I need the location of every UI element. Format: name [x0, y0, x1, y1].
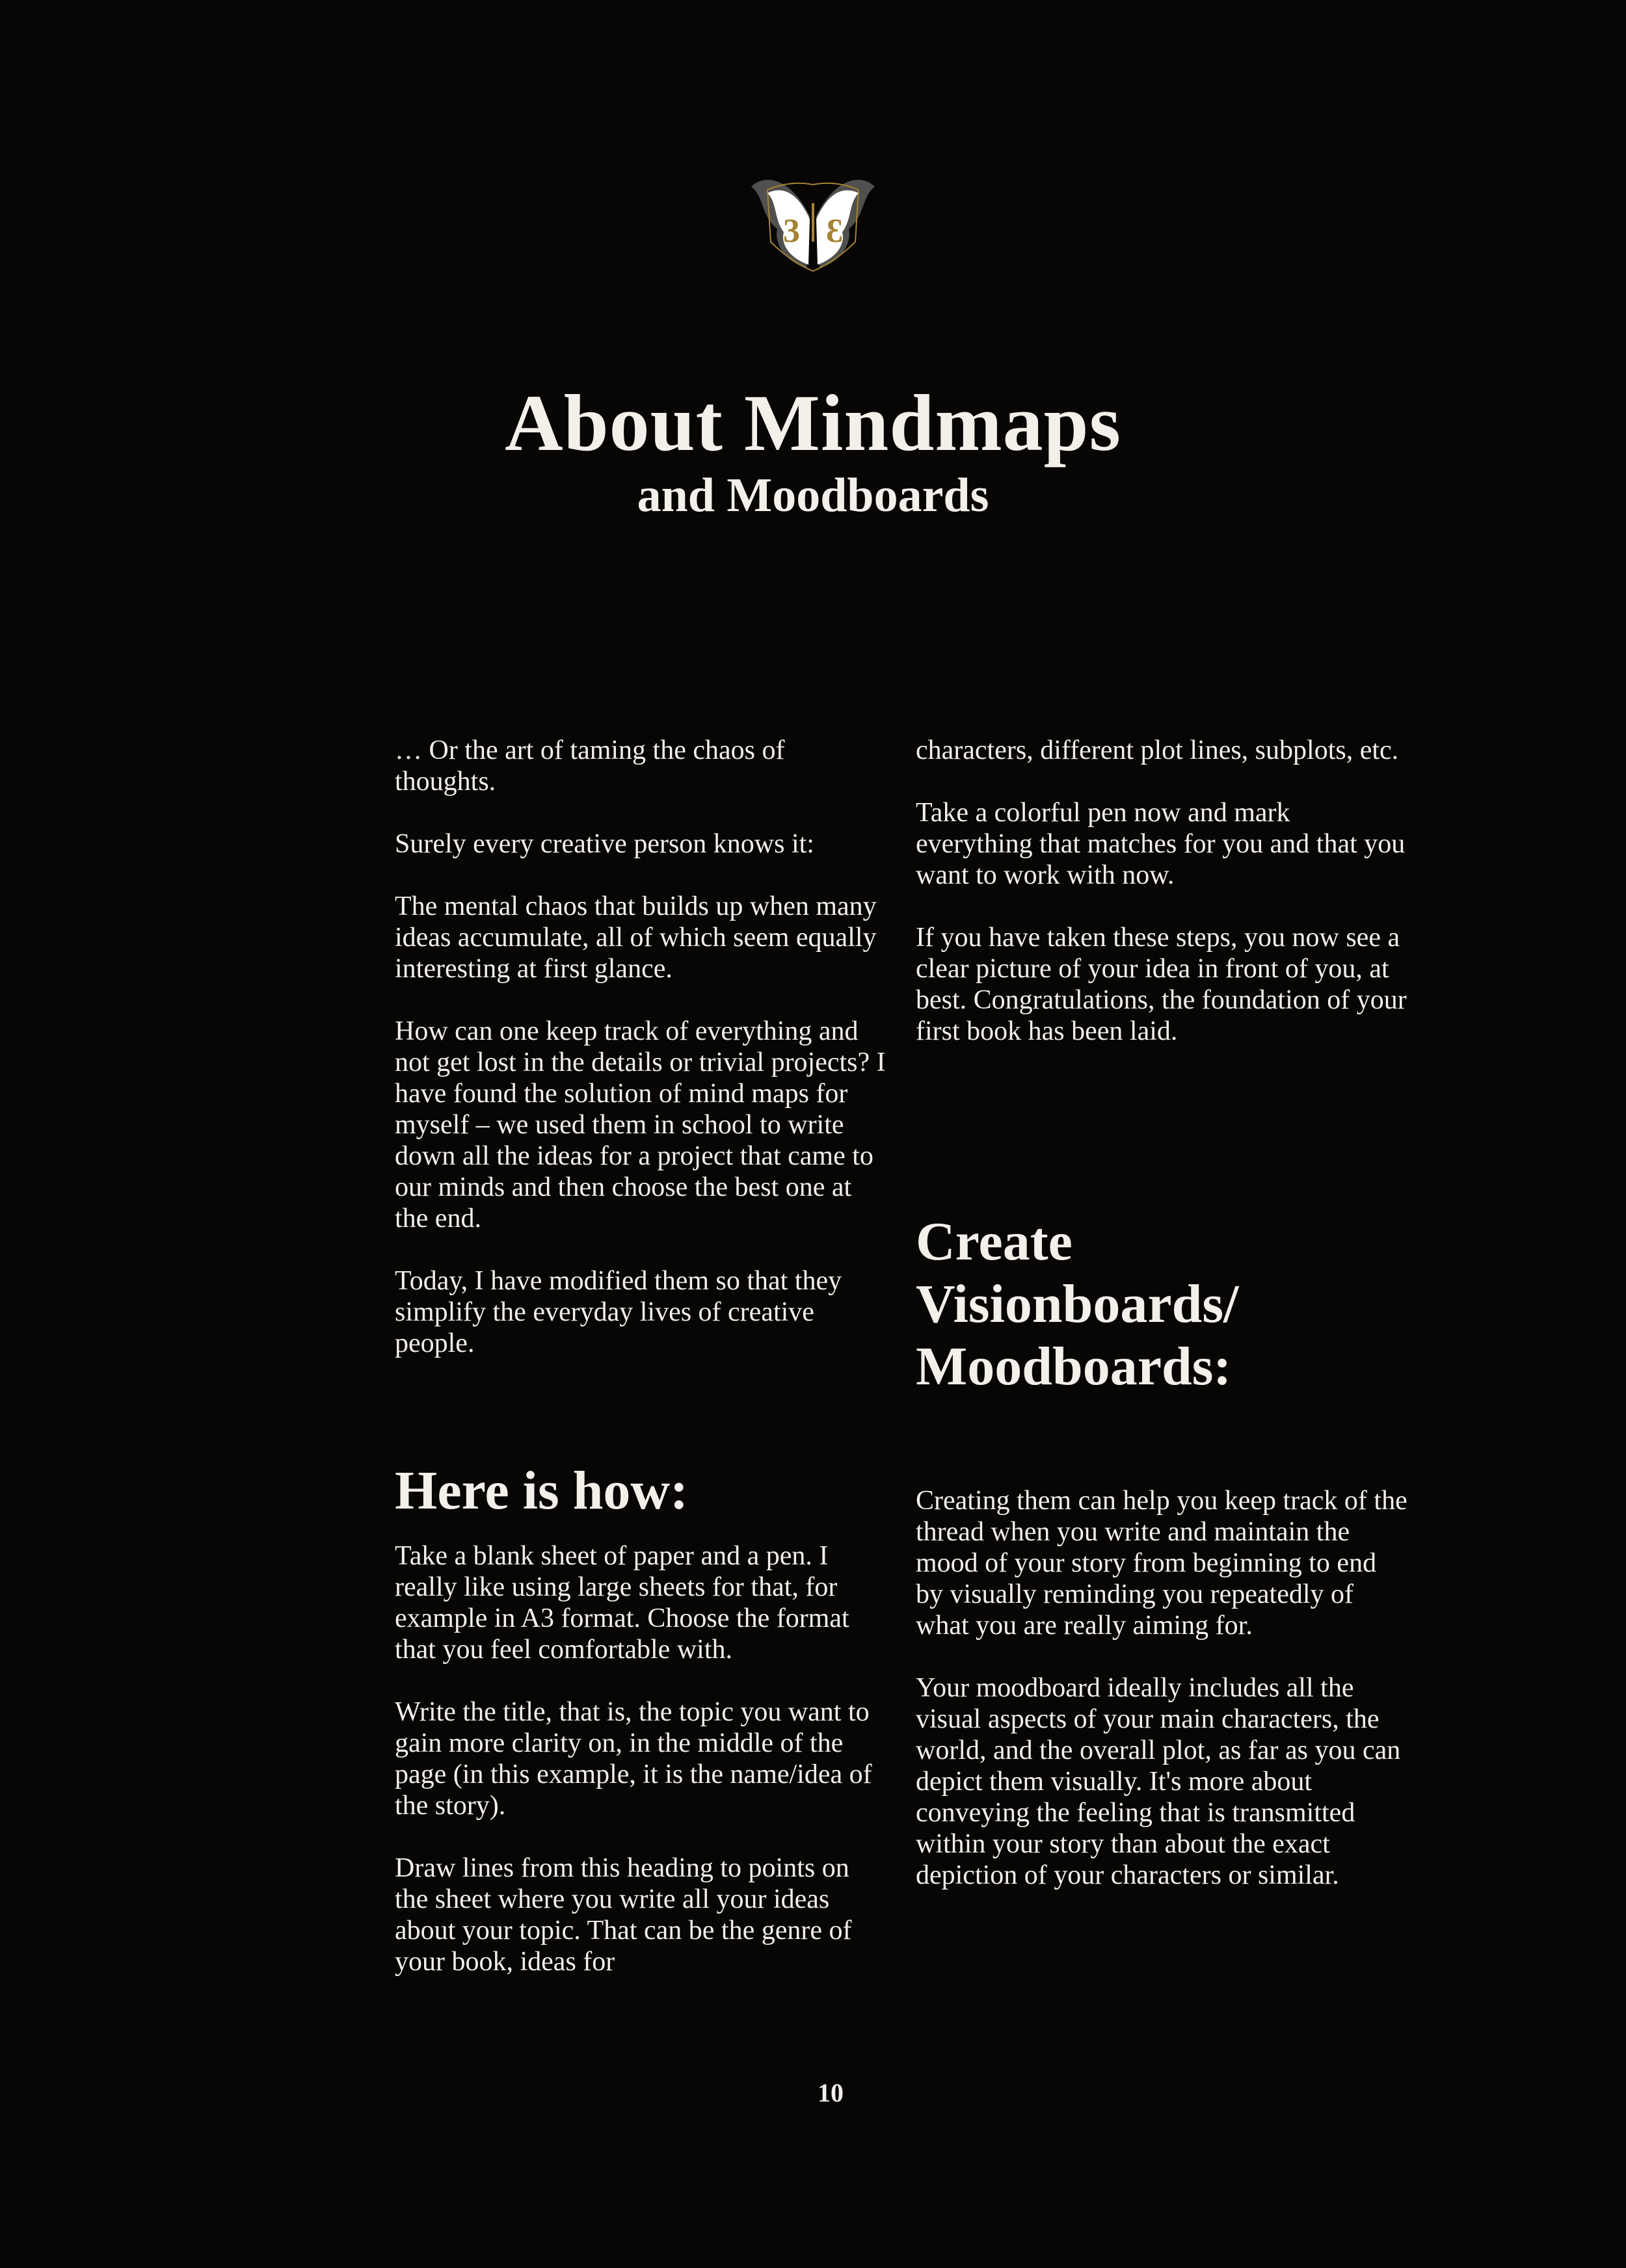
page-subtitle: and Moodboards: [637, 469, 989, 522]
paragraph: Your moodboard ideally includes all the visual aspects of your main characters, the world, and the overall plot, as far as you can depict them visually. It's more about conveying the feeling that is transmitted within your story than about the exact depiction of your characters or similar.: [916, 1673, 1401, 1890]
svg-text:3: 3: [826, 213, 843, 250]
svg-text:3: 3: [783, 213, 800, 250]
right-column-top: [916, 735, 1410, 1078]
page-title: About Mindmaps: [505, 378, 1121, 468]
butterfly-logo-icon: [745, 170, 881, 274]
paragraph: … Or the art of taming the chaos of thoughts.: [395, 735, 785, 797]
paragraph: Write the title, that is, the topic you want to gain more clarity on, in the middle of the page (in this example, it is the name/idea of the story).: [395, 1697, 872, 1821]
paragraph: How can one keep track of everything and not get lost in the details or trivial projects? I have found the solution of mind maps for myself – we used them in school to write down all the ideas for a project that came to our minds and then choose the best one at the end.: [395, 1016, 886, 1233]
left-column-how: [395, 1460, 889, 2009]
page-number: 10: [818, 2078, 844, 2107]
paragraph: Creating them can help you keep track of the thread when you write and maintain the mood of your story from beginning to end by visually reminding you repeatedly of what you are really aiming for.: [916, 1486, 1407, 1641]
paragraph: If you have taken these steps, you now see a clear picture of your idea in front of you, at best. Congratulations, the foundation of your first book has been laid.: [916, 923, 1407, 1046]
paragraph: The mental chaos that builds up when many ideas accumulate, all of which seem equally interesting at first glance.: [395, 891, 877, 984]
paragraph: characters, different plot lines, subplots, etc.: [916, 735, 1399, 765]
section-heading-visionboards: Create Visionboards/ Moodboards:: [916, 1211, 1239, 1397]
paragraph: Surely every creative person knows it:: [395, 829, 814, 859]
left-column-intro: [395, 735, 889, 1390]
right-column-heading: [916, 1211, 1332, 1398]
paragraph: Take a blank sheet of paper and a pen. I really like using large sheets for that, for example in A3 format. Choose the format that you feel comfortable with.: [395, 1541, 849, 1665]
section-heading-here-is-how: Here is how:: [395, 1460, 689, 1521]
paragraph: Today, I have modified them so that they simplify the everyday lives of creative people.: [395, 1266, 842, 1358]
right-column-moodboards: [916, 1485, 1410, 1922]
paragraph: Take a colorful pen now and mark everything that matches for you and that you want to work with now.: [916, 798, 1406, 890]
paragraph: Draw lines from this heading to points on the sheet where you write all your ideas about your topic. That can be the genre of your book, ideas for: [395, 1853, 852, 1977]
